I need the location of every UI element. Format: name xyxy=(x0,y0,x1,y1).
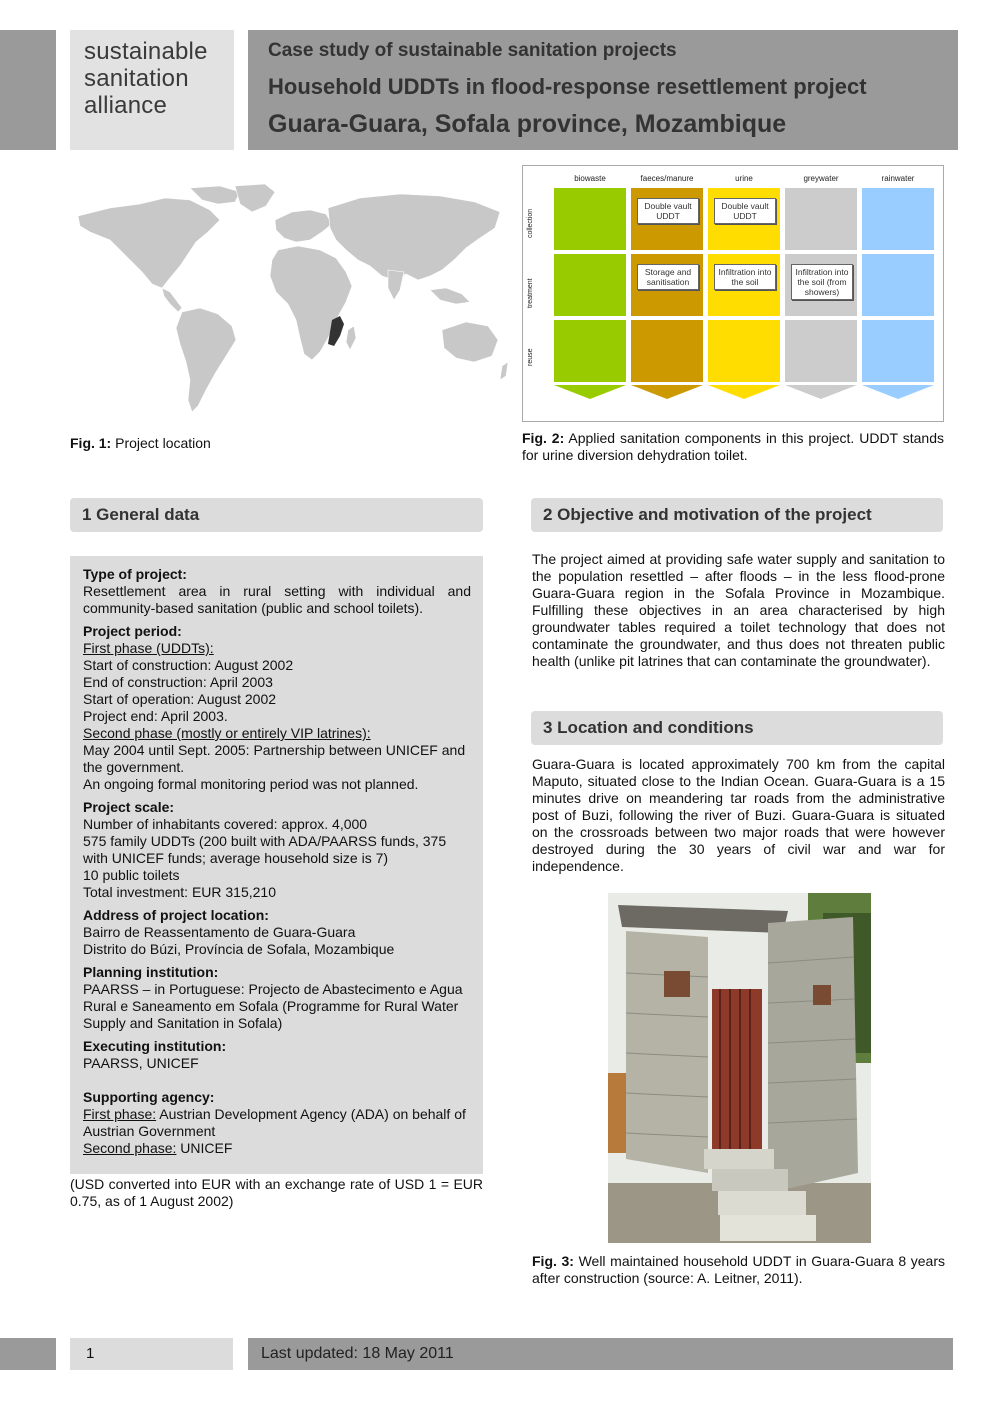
cell-rainwater-collection xyxy=(862,188,934,250)
last-updated: Last updated: 18 May 2011 xyxy=(261,1345,454,1362)
arrow-greywater xyxy=(785,385,857,399)
sanitation-components-diagram xyxy=(522,165,944,422)
objective-text: The project aimed at providing safe water supply and sanitation to the population resettled – after floods – in the less flood-prone Guara-Guara region in the Sofala Province in Mozambique. Fulfilling these objectives in an area characterised by high groundwater tables required a toilet technology that does not contaminate the groundwater, and thus does not threaten public health (unlike pit latrines that can contaminate the groundwater). xyxy=(532,551,945,669)
col-header-biowaste: biowaste xyxy=(574,174,606,183)
planning-label: Planning institution: xyxy=(83,964,219,980)
tech-urine-treatment: Infiltration into the soil xyxy=(714,264,776,290)
uddt-photo-svg xyxy=(608,893,871,1243)
header-side-tab xyxy=(0,30,56,150)
general-data-box xyxy=(70,556,483,1174)
tech-faeces-collection: Double vault UDDT xyxy=(637,198,699,224)
last-updated-bar xyxy=(248,1338,953,1370)
cell-urine-collection xyxy=(708,188,780,250)
sustainable-sanitation-alliance-logo xyxy=(70,30,234,150)
period-label: Project period: xyxy=(83,623,182,639)
doc-title: Household UDDTs in flood-response resettlement project xyxy=(268,74,867,99)
logo-line-1: sustainable xyxy=(84,38,208,65)
section-2-header: 2 Objective and motivation of the project xyxy=(531,498,943,532)
cell-greywater-reuse xyxy=(785,320,857,382)
logo-line-3: alliance xyxy=(84,92,167,119)
arrow-urine xyxy=(708,385,780,399)
page-number-box xyxy=(70,1338,233,1370)
col-header-urine: urine xyxy=(735,174,753,183)
row-header-collection: collection xyxy=(527,208,534,238)
section-3-header: 3 Location and conditions xyxy=(531,711,943,745)
tech-urine-collection: Double vault UDDT xyxy=(714,198,776,224)
executing-label: Executing institution: xyxy=(83,1038,227,1054)
cell-faeces-collection xyxy=(631,188,703,250)
scale-line: 575 family UDDTs (200 built with ADA/PAARSS funds, 375 with UNICEF funds; average household size is 7) xyxy=(83,833,447,866)
row-header-treatment: treatment xyxy=(527,278,534,308)
phase1-line: End of construction: April 2003 xyxy=(83,674,273,690)
cell-biowaste-collection xyxy=(554,188,626,250)
phase1-line: Start of construction: August 2002 xyxy=(83,657,294,673)
cell-urine-treatment xyxy=(708,254,780,316)
section-1-header: 1 General data xyxy=(70,498,483,532)
doc-location: Guara-Guara, Sofala province, Mozambique xyxy=(268,110,787,138)
fig1-caption xyxy=(70,435,211,452)
col-header-faeces: faeces/manure xyxy=(640,174,694,183)
fig3-text: Well maintained household UDDT in Guara-Guara 8 years after construction (source: A. Leitner, 2011). xyxy=(532,1253,945,1286)
title-banner xyxy=(248,30,958,150)
cell-rainwater-treatment xyxy=(862,254,934,316)
fig3-caption xyxy=(532,1253,945,1287)
type-text: Resettlement area in rural setting with individual and community-based sanitation (public and school toilets). xyxy=(83,583,471,616)
arrow-faeces xyxy=(631,385,703,399)
doc-subtitle: Case study of sustainable sanitation projects xyxy=(268,40,677,61)
cell-faeces-treatment xyxy=(631,254,703,316)
scale-line: Total investment: EUR 315,210 xyxy=(83,884,276,900)
page-number: 1 xyxy=(86,1345,95,1362)
footer-side-tab xyxy=(0,1338,56,1370)
sup1-title: First phase: xyxy=(83,1106,157,1122)
tech-faeces-treatment: Storage and sanitisation xyxy=(637,264,699,290)
row-header-reuse: reuse xyxy=(527,348,534,366)
address-line: Bairro de Reassentamento de Guara-Guara xyxy=(83,924,356,940)
fig1-text: Project location xyxy=(111,435,211,451)
logo-line-2: sanitation xyxy=(84,65,189,92)
type-label: Type of project: xyxy=(83,566,187,582)
arrow-biowaste xyxy=(554,385,626,399)
world-map-svg xyxy=(70,180,510,430)
supporting-phase2 xyxy=(83,1140,471,1157)
address-line: Distrito do Búzi, Província de Sofala, Mozambique xyxy=(83,941,395,957)
phase2-text: May 2004 until Sept. 2005: Partnership between UNICEF and the government. xyxy=(83,742,466,775)
scale-label: Project scale: xyxy=(83,799,175,815)
cell-faeces-reuse xyxy=(631,320,703,382)
phase1-line: Project end: April 2003. xyxy=(83,708,228,724)
phase1-title: First phase (UDDTs): xyxy=(83,640,214,656)
scale-line: 10 public toilets xyxy=(83,867,180,883)
sup2-title: Second phase: xyxy=(83,1140,177,1156)
scale-line: Number of inhabitants covered: approx. 4,000 xyxy=(83,816,368,832)
monitoring-text: An ongoing formal monitoring period was not planned. xyxy=(83,776,419,792)
fig1-label: Fig. 1: xyxy=(70,435,112,451)
col-header-greywater: greywater xyxy=(803,174,839,183)
uddt-photo xyxy=(608,893,871,1243)
sup2-text: UNICEF xyxy=(176,1140,233,1156)
phase2-title: Second phase (mostly or entirely VIP latrines): xyxy=(83,725,371,741)
cell-greywater-treatment xyxy=(785,254,857,316)
cell-biowaste-treatment xyxy=(554,254,626,316)
cell-greywater-collection xyxy=(785,188,857,250)
currency-note: (USD converted into EUR with an exchange rate of USD 1 = EUR 0.75, as of 1 August 2002) xyxy=(70,1176,483,1209)
phase1-line: Start of operation: August 2002 xyxy=(83,691,277,707)
supporting-label: Supporting agency: xyxy=(83,1089,215,1105)
arrow-rainwater xyxy=(862,385,934,399)
sup1-text: Austrian Development Agency (ADA) on behalf of Austrian Government xyxy=(83,1106,466,1139)
address-label: Address of project location: xyxy=(83,907,269,923)
col-header-rainwater: rainwater xyxy=(881,174,915,183)
fig3-label: Fig. 3: xyxy=(532,1253,574,1269)
supporting-phase1 xyxy=(83,1106,471,1140)
cell-rainwater-reuse xyxy=(862,320,934,382)
location-text: Guara-Guara is located approximately 700 km from the capital Maputo, situated close to the Indian Ocean. Guara-Guara is a 15 minutes drive on meandering tar roads from the administrative post of Buzi, following the river of Buzi. Guara-Guara is situated on the crossroads between two major roads that were however destroyed during the 30 years of civil war and war for independence. xyxy=(532,756,945,874)
cell-biowaste-reuse xyxy=(554,320,626,382)
tech-greywater-treatment: Infiltration into the soil (from showers) xyxy=(791,264,853,300)
fig2-text: Applied sanitation components in this project. UDDT stands for urine diversion dehydration toilet. xyxy=(522,430,944,463)
fig2-caption xyxy=(522,430,944,464)
planning-text: PAARSS – in Portuguese: Projecto de Abastecimento e Agua Rural e Saneamento em Sofala (Programme for Rural Water Supply and Sanitation in Sofala) xyxy=(83,981,463,1031)
world-map-image xyxy=(70,180,510,430)
executing-text: PAARSS, UNICEF xyxy=(83,1055,199,1071)
cell-urine-reuse xyxy=(708,320,780,382)
fig2-label: Fig. 2: xyxy=(522,430,565,446)
